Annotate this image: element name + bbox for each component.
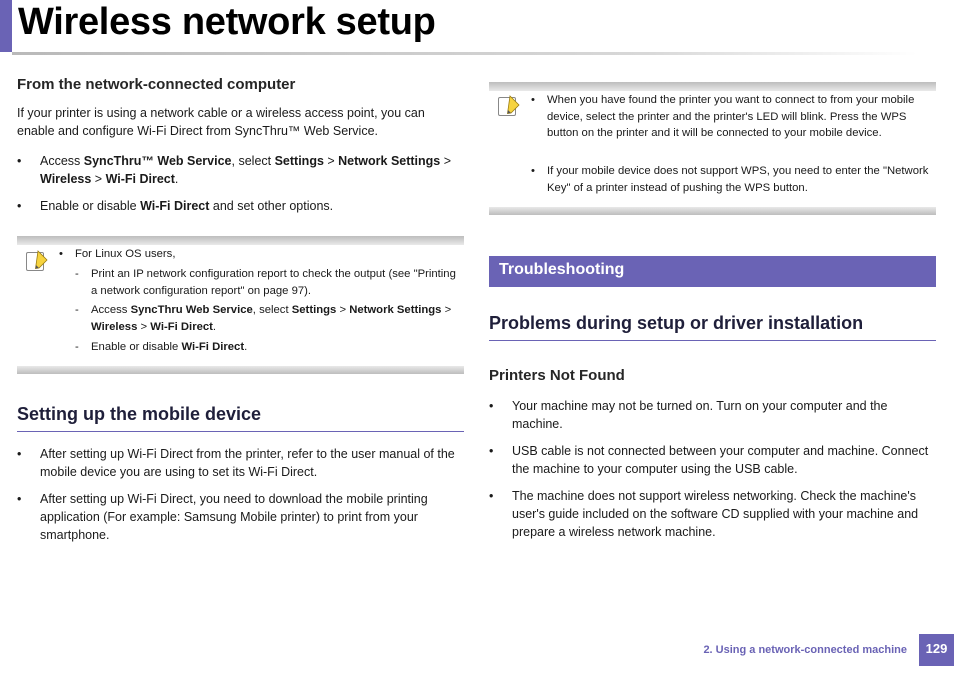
bullet-glyph: • — [489, 399, 494, 413]
list-item-text: When you have found the printer you want to connect to from your mobile device, select the printer and the printer's LED will blink. Press the WPS button on the printer and it will be connected to your mobile device. — [547, 94, 915, 139]
list-item — [531, 92, 936, 160]
footer-chapter-link[interactable]: 2. Using a network-connected machine — [703, 644, 907, 656]
linux-note-intro: For Linux OS users, — [75, 248, 176, 260]
bullet-glyph: • — [531, 165, 535, 177]
note-top-band — [17, 236, 464, 245]
list-item — [489, 487, 936, 541]
list-item-text: Enable or disable Wi-Fi Direct. — [91, 341, 248, 353]
list-item — [17, 490, 464, 544]
printers-not-found-heading: Printers Not Found — [489, 367, 625, 384]
troubleshooting-title: Troubleshooting — [499, 261, 625, 278]
page-number-badge: 129 — [919, 634, 954, 666]
wps-note-box — [489, 82, 936, 215]
list-item — [17, 445, 464, 481]
section-rule — [489, 340, 936, 341]
bullet-glyph: • — [489, 489, 494, 503]
title-accent-bar — [0, 0, 12, 52]
mobile-section-heading: Setting up the mobile device — [17, 404, 262, 424]
bullet-glyph: • — [17, 492, 22, 506]
note-pencil-icon — [25, 249, 49, 273]
section-rule — [17, 431, 464, 432]
list-item-text: Access SyncThru™ Web Service, select Settings > Network Settings > Wireless > Wi-Fi Direct. — [40, 154, 452, 186]
note-bottom-band — [489, 207, 936, 215]
bullet-glyph: • — [17, 199, 22, 213]
list-item — [17, 152, 457, 188]
list-item-text: After setting up Wi-Fi Direct from the printer, refer to the user manual of the mobile device you are using to set its Wi-Fi Direct. — [40, 447, 455, 479]
list-item-text: Enable or disable Wi-Fi Direct and set other options. — [40, 199, 334, 213]
list-item-text: USB cable is not connected between your computer and machine. Connect the machine to your computer using the USB cable. — [512, 444, 929, 476]
list-item-text: If your mobile device does not support WPS, you need to enter the "Network Key" of a printer instead of pushing the WPS button. — [547, 165, 929, 194]
list-item-text: The machine does not support wireless networking. Check the machine's user's guide included on the software CD supplied with your machine and prepare a wireless network machine. — [512, 489, 919, 539]
list-item — [75, 302, 463, 336]
network-computer-intro: If your printer is using a network cable or a wireless access point, you can enable and configure Wi-Fi Direct from SyncThru™ Web Service. — [17, 106, 425, 138]
list-item — [59, 246, 459, 263]
dash-glyph: - — [75, 268, 79, 280]
list-item-text: Access SyncThru Web Service, select Settings > Network Settings > Wireless > Wi-Fi Direct. — [91, 304, 452, 333]
troubleshooting-bar — [489, 256, 936, 287]
page-title: Wireless network setup — [18, 1, 436, 43]
list-item — [489, 442, 936, 478]
dash-glyph: - — [75, 304, 79, 316]
list-item — [75, 266, 463, 300]
list-item-text: Your machine may not be turned on. Turn on your computer and the machine. — [512, 399, 888, 431]
note-pencil-icon — [497, 94, 521, 118]
bullet-glyph: • — [531, 94, 535, 106]
title-rule — [12, 52, 917, 55]
list-item — [75, 339, 463, 356]
list-item-text: Print an IP network configuration report to check the output (see "Printing a network configuration report" on page 97). — [91, 268, 456, 297]
linux-note-box — [17, 236, 464, 374]
list-item-text: After setting up Wi-Fi Direct, you need to download the mobile printing application (For example: Samsung Mobile printer) to print from your smartphone. — [40, 492, 428, 542]
problems-section-heading: Problems during setup or driver installation — [489, 313, 864, 333]
list-item — [489, 397, 936, 433]
note-top-band — [489, 82, 936, 91]
list-item — [17, 197, 457, 215]
note-bottom-band — [17, 366, 464, 374]
bullet-glyph: • — [17, 154, 22, 168]
bullet-glyph: • — [59, 248, 63, 260]
network-computer-heading: From the network-connected computer — [17, 76, 296, 93]
bullet-glyph: • — [489, 444, 494, 458]
list-item — [531, 163, 936, 197]
bullet-glyph: • — [17, 447, 22, 461]
dash-glyph: - — [75, 341, 79, 353]
